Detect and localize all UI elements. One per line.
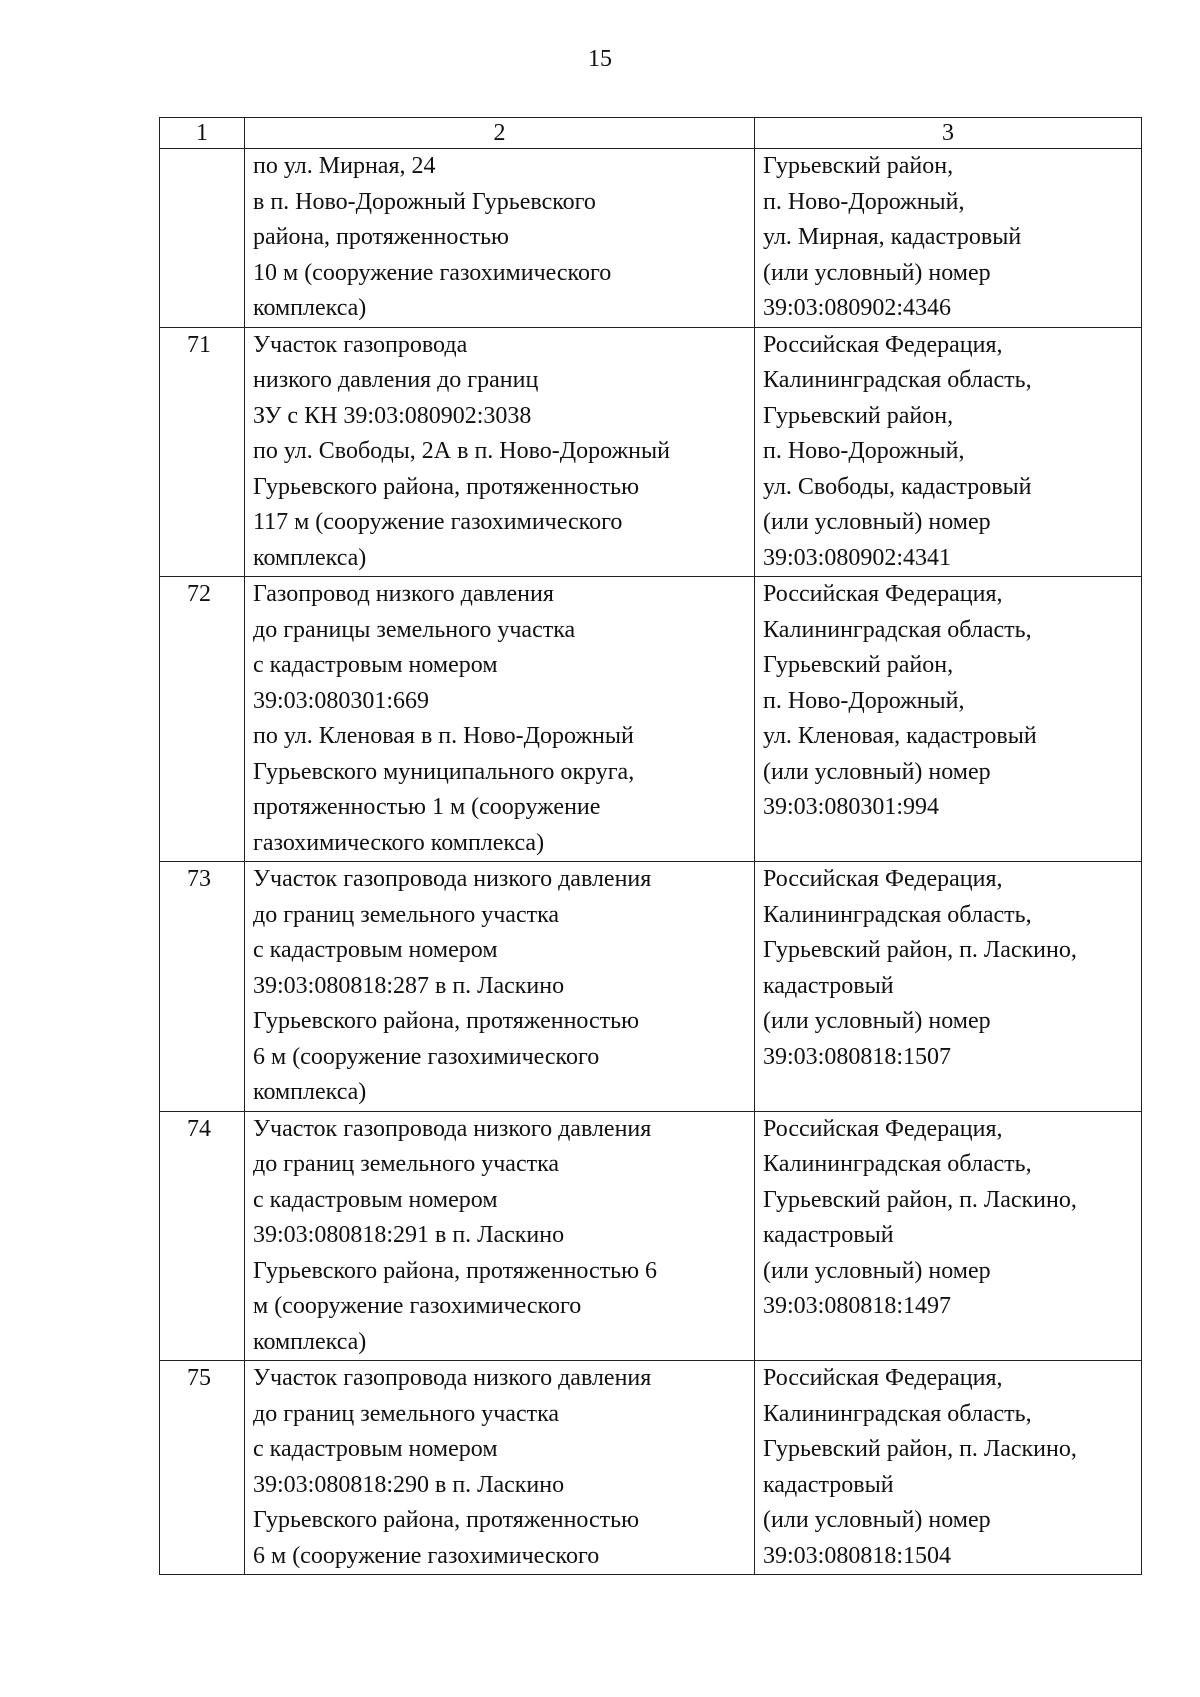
description-line: протяженностью 1 м (сооружение [253,794,601,820]
address-line: Гурьевский район, п. Ласкино, [763,1436,1077,1462]
object-description-cell [245,1361,755,1575]
table-row [160,1111,1142,1361]
description-line: Гурьевского района, протяженностью [253,473,640,500]
address-line: Российская Федерация, [763,331,1003,358]
table-row [160,149,1142,328]
address-line: ул. Свободы, кадастровый [763,473,1032,500]
description-line: по ул. Свободы, 2А в п. Ново-Дорожный [253,438,670,464]
address-line: Калининградская область, [763,1400,1032,1427]
description-line: комплекса) [253,544,367,571]
table-row [160,862,1142,1112]
description-line: газохимического комплекса) [253,829,545,856]
object-address-cell [755,327,1142,577]
address-line: (или условный) номер [763,1008,991,1034]
address-line: (или условный) номер [763,1257,991,1284]
description-line: 39:03:080301:669 [253,687,430,714]
description-line: по ул. Кленовая в п. Ново-Дорожный [253,723,634,749]
address-line: (или условный) номер [763,509,991,535]
row-number-cell: 72 [160,577,245,862]
address-line: Гурьевский район, п. Ласкино, [763,937,1077,963]
object-description-cell [245,327,755,577]
column-header-2: 2 [245,118,755,149]
address-line: 39:03:080818:1507 [763,1043,952,1070]
object-address-cell [755,149,1142,328]
description-line: м (сооружение газохимического [253,1293,582,1319]
registry-table [159,117,1142,1575]
table-row [160,327,1142,577]
address-line: п. Ново-Дорожный, [763,687,965,714]
description-line: 39:03:080818:291 в п. Ласкино [253,1222,565,1248]
address-line: Гурьевский район, [763,153,954,179]
description-line: до границ земельного участка [253,901,560,928]
description-line: 10 м (сооружение газохимического [253,259,612,286]
description-line: Гурьевского района, протяженностью 6 [253,1257,658,1284]
row-number-cell: 75 [160,1361,245,1575]
address-line: кадастровый [763,1222,894,1248]
description-line: 6 м (сооружение газохимического [253,1542,600,1569]
address-line: кадастровый [763,1471,894,1498]
object-address-cell [755,862,1142,1112]
address-line: 39:03:080818:1497 [763,1293,952,1319]
row-number-cell [160,149,245,328]
description-line: Гурьевского муниципального округа, [253,758,635,785]
object-description-cell [245,149,755,328]
address-line: Российская Федерация, [763,866,1003,892]
address-line: Гурьевский район, [763,652,954,678]
table-row [160,1361,1142,1575]
row-number-cell: 73 [160,862,245,1112]
description-line: до границ земельного участка [253,1400,560,1427]
description-line: Гурьевского района, протяженностью [253,1507,640,1533]
address-line: Калининградская область, [763,616,1032,643]
object-address-cell [755,1361,1142,1575]
description-line: с кадастровым номером [253,652,498,678]
description-line: ЗУ с КН 39:03:080902:3038 [253,402,532,429]
description-line: 117 м (сооружение газохимического [253,509,623,535]
object-address-cell [755,1111,1142,1361]
table-body [160,118,1142,1575]
description-line: Участок газопровода низкого давления [253,1115,652,1142]
description-line: низкого давления до границ [253,367,539,393]
description-line: с кадастровым номером [253,937,498,963]
address-line: Российская Федерация, [763,1365,1003,1391]
address-line: (или условный) номер [763,259,991,286]
description-line: 6 м (сооружение газохимического [253,1043,600,1070]
address-line: Калининградская область, [763,1151,1032,1177]
description-line: района, протяженностью [253,224,509,250]
address-line: Российская Федерация, [763,1115,1003,1142]
description-line: до границы земельного участка [253,616,576,643]
description-line: 39:03:080818:290 в п. Ласкино [253,1471,565,1498]
address-line: Калининградская область, [763,367,1032,393]
address-line: Калининградская область, [763,901,1032,928]
description-line: по ул. Мирная, 24 [253,153,436,179]
address-line: (или условный) номер [763,758,991,785]
address-line: Российская Федерация, [763,581,1003,607]
description-line: комплекса) [253,1079,367,1105]
address-line: (или условный) номер [763,1507,991,1533]
description-line: до границ земельного участка [253,1151,560,1177]
description-line: комплекса) [253,1328,367,1355]
description-line: Гурьевского района, протяженностью [253,1008,640,1034]
object-address-cell [755,577,1142,862]
description-line: в п. Ново-Дорожный Гурьевского [253,188,596,215]
address-line: п. Ново-Дорожный, [763,438,965,464]
object-description-cell [245,862,755,1112]
address-line: ул. Кленовая, кадастровый [763,723,1037,749]
row-number-cell: 71 [160,327,245,577]
description-line: Участок газопровода низкого давления [253,1365,652,1391]
address-line: 39:03:080902:4346 [763,295,952,321]
description-line: 39:03:080818:287 в п. Ласкино [253,972,565,999]
description-line: Участок газопровода низкого давления [253,866,652,892]
address-line: 39:03:080818:1504 [763,1542,952,1569]
description-line: Газопровод низкого давления [253,581,554,607]
address-line: 39:03:080902:4341 [763,544,952,571]
column-header-3: 3 [755,118,1142,149]
description-line: Участок газопровода [253,331,468,358]
address-line: Гурьевский район, [763,402,954,429]
row-number-cell: 74 [160,1111,245,1361]
page-number: 15 [588,46,612,72]
object-description-cell [245,577,755,862]
address-line: кадастровый [763,972,894,999]
address-line: Гурьевский район, п. Ласкино, [763,1186,1077,1213]
description-line: комплекса) [253,295,367,321]
address-line: 39:03:080301:994 [763,794,940,820]
object-description-cell [245,1111,755,1361]
column-header-1: 1 [160,118,245,149]
table-row [160,577,1142,862]
description-line: с кадастровым номером [253,1436,498,1462]
table-header-row [160,118,1142,149]
address-line: п. Ново-Дорожный, [763,188,965,215]
description-line: с кадастровым номером [253,1186,498,1213]
address-line: ул. Мирная, кадастровый [763,224,1022,250]
